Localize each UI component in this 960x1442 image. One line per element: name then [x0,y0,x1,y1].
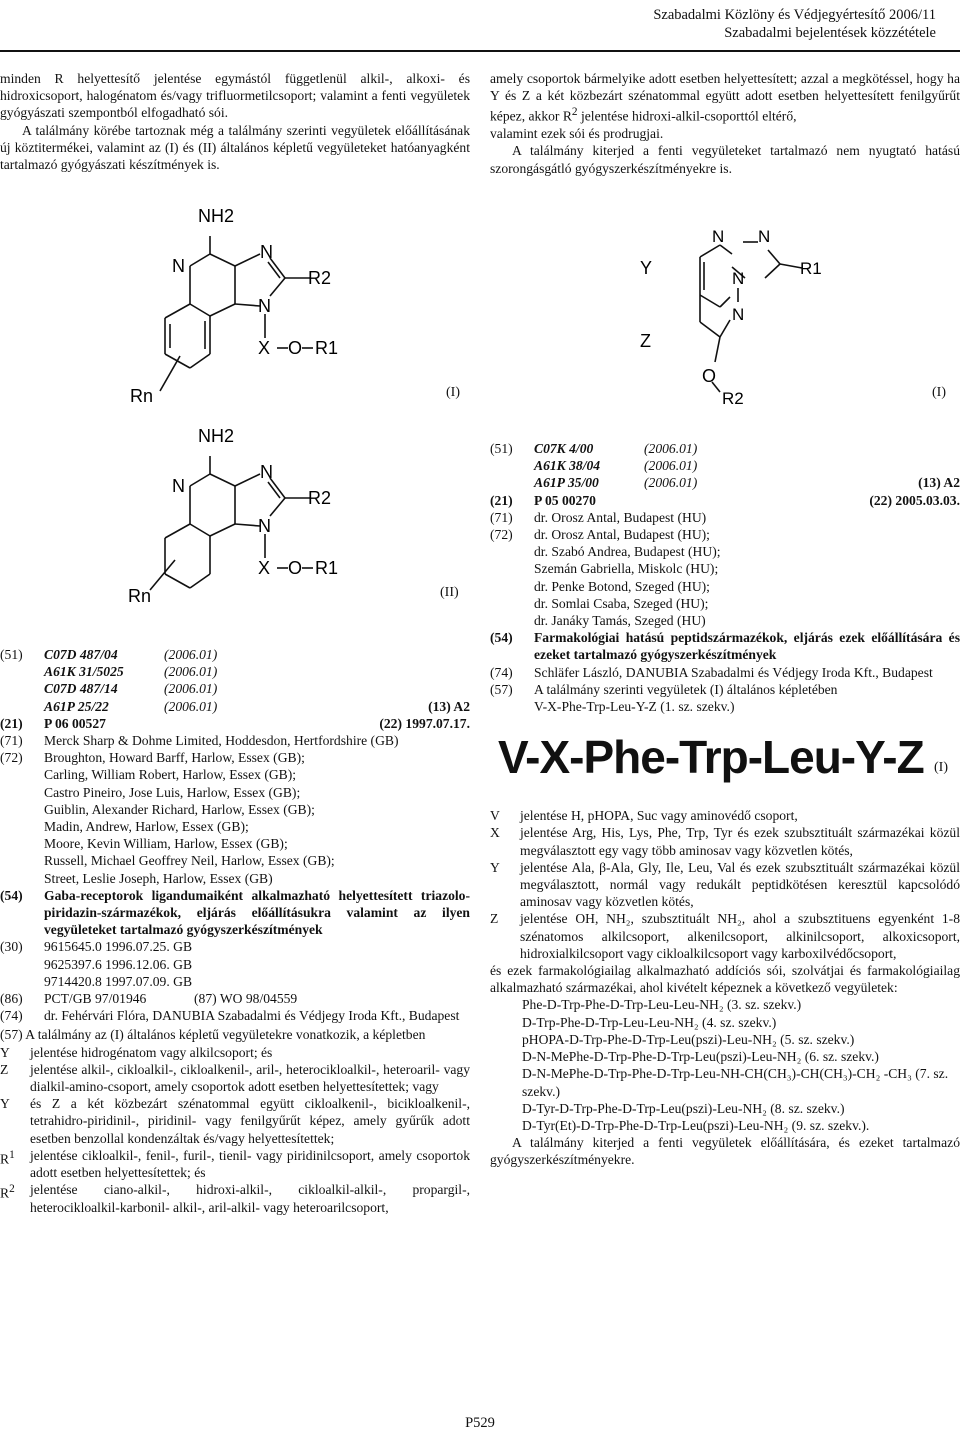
r1-label: R1 [315,558,339,578]
inventors-field [490,526,960,629]
inventor: Castro Pineiro, Jose Luis, Harlow, Essex (GB); [44,784,301,800]
definition-symbol: Z [490,911,499,927]
inventor: Szemán Gabriella, Miskolc (HU); [534,561,719,577]
r2-label: R2 [308,268,332,288]
definition-text: jelentése ciano-alkil-, hidroxi-alkil-, cikloalkil-alkil-, propargil-, heterocikloalkil-karbonil- alkil-, aril-alkil- vagy heteroarilcsoport, [30,1182,470,1215]
filing-date: 1997.07.17. [405,715,470,731]
abstract-intro: A találmány szerinti vegyületek (I) általános képletében [534,681,838,697]
field-code: (74) [0,1008,23,1024]
ipc-class: C07D 487/04 [44,647,118,662]
ring-n-label: N [258,516,271,536]
formula-label-I-left: (I) [446,385,460,400]
ring-n-label: N [260,242,273,262]
ipc-version: (2006.01) [164,647,218,662]
rn-label: Rn [130,386,154,406]
field-code: (72) [490,527,513,543]
nh2-label: NH2 [198,206,235,226]
structure-formula-I-right [620,212,860,412]
application-number: P 06 00527 [44,715,106,731]
field-code: (87) [194,991,217,1007]
header-rule [0,50,960,52]
definition-symbol: Z [0,1061,9,1077]
y-label: Y [640,258,653,278]
title-field [0,887,470,939]
inventor: Carling, William Robert, Harlow, Essex (GB); [44,767,297,783]
inventors-field [0,749,470,887]
definition-symbol: V [490,808,500,824]
exception-intro: és ezek farmakológiailag alkalmazható addíciós sói, szolvátjai és farmakológiailag alkalmazható származékai, ahol kivételt képeznek a következő vegyületek: [490,963,960,996]
exception-compound: pHOPA-D-Trp-Phe-D-Trp-Leu(pszi)-Leu-NH₂ (5. sz. szekv.) [522,1031,855,1047]
o-label: O [288,338,303,358]
exception-compound: Phe-D-Trp-Phe-D-Trp-Leu-Leu-NH₂ (3. sz. szekv.) [522,997,802,1013]
inventor: Street, Leslie Joseph, Harlow, Essex (GB) [44,870,273,886]
closing-paragraph: A találmány kiterjed a fenti vegyületek előállítására, és ezeket tartalmazó gyógyszerkészítményekre. [490,1135,960,1168]
ipc-version: (2006.01) [164,681,218,697]
ring-n-label: N [172,256,185,276]
agent-field [0,1007,470,1024]
definition-text: és Z a két közbezárt szénatommal együtt cikloalkenil-, bicikloalkenil-, tetrahidro-piridinil-, piridinil- vagy fenilgyűrűt képez, amely gyűrűk adott esetben benzollal kondenzáltak és/vagy helyettesítettek; [30,1096,470,1146]
definition-text: jelentése H, pHOPA, Suc vagy aminovédő csoport, [520,808,798,824]
applicant: Merck Sharp & Dohme Limited, Hoddesdon, Hertfordshire (GB) [44,733,399,749]
running-header [653,6,936,42]
field-code: (21) [490,492,513,508]
o-label: O [702,366,717,386]
filing-date: 2005.03.03. [895,492,960,508]
text-run: jelentése hidroxi-alkil-csoporttól eltérő, [577,108,797,124]
definition-symbol: Y [490,859,500,875]
agent: dr. Fehérvári Flóra, DANUBIA Szabadalmi és Védjegy Iroda Kft., Budapest [44,1008,460,1024]
inventor: dr. Somlai Csaba, Szeged (HU); [534,595,709,611]
intro-paragraph-2: A találmány körébe tartoznak még a találmány szerinti vegyületek előállításának új köztitermékei, valamint az (I) és (II) általános képletű vegyületeket hatóanyagként tartalmazó gyógyászati készítmények is. [0,122,470,173]
big-formula-block [490,715,960,807]
ipc-version: (2006.01) [644,441,698,456]
wo-number: WO 98/04559 [219,991,298,1007]
symbol-letter: R [0,1185,10,1201]
right-paragraph-2: A találmány kiterjed a fenti vegyületeket tartalmazó nem nyugtató hatású szorongásgátló gyógyszerkészítményekre is. [490,143,960,176]
pct-number: PCT/GB 97/01946 [44,991,147,1007]
applicant-field [490,509,960,526]
ipc-class: C07D 487/14 [44,681,118,697]
ipc-class: C07K 4/00 [534,441,594,456]
ring-n-label: N [260,462,273,482]
inventor: Russell, Michael Geoffrey Neil, Harlow, Essex (GB); [44,853,335,869]
definition-symbol [0,1147,30,1181]
definition-symbol [0,1181,30,1215]
structure-formula-I-left [120,196,380,416]
formula-line: V-X-Phe-Trp-Leu-Y-Z (1. sz. szekv.) [534,699,735,715]
ipc-version: (2006.01) [164,698,218,714]
text-run: amely csoportok bármelyike adott esetben helyettesített; azzal a megkötéssel, hogy ha Y és Z a két közbezárt szénatommal együtt adott esetben helyettesített fenilgyűrűt képez, akkor R [490,71,960,124]
application-number: P 05 00270 [534,492,596,508]
left-intro-text [0,70,470,173]
field-code: (54) [0,887,23,903]
rn-label: Rn [128,586,152,606]
patent-title: Gaba-receptorok ligandumaiként alkalmazható helyettesített triazolo-piridazin-származékok, eljárás előállításukra valamint az ilyen vegyületeket tartalmazó gyógyszerkészítmények [44,887,470,938]
definition-text: jelentése cikloalkil-, fenil-, furil-, tienil- vagy piridinilcsoport, amely csoportok adott esetben helyettesítettek; és [30,1147,470,1181]
inventor: dr. Janáky Tamás, Szeged (HU) [534,613,706,629]
inventor: dr. Penke Botond, Szeged (HU); [534,578,710,594]
exception-compound: D-Tyr(Et)-D-Trp-Phe-D-Trp-Leu(pszi)-Leu-NH₂ (9. sz. szekv.). [522,1117,870,1133]
big-formula: V-X-Phe-Trp-Leu-Y-Z [498,731,924,784]
ipc-version: (2006.01) [644,458,698,474]
definition-text: jelentése hidrogénatom vagy alkilcsoport; és [30,1044,273,1060]
field-code: (30) [0,939,23,955]
pct-field [0,990,470,1007]
field-code: (51) [490,441,513,456]
agent-field [490,664,960,681]
nh2-label: NH2 [198,426,235,446]
definition-row [0,1181,470,1215]
field-code: (71) [0,733,23,749]
definition-text: jelentése Arg, His, Lys, Phe, Trp, Tyr és ezek szubsztituált származékai közül megválasztott egy vagy több aminosav vagy közvetlen kötés, [520,825,960,858]
formula-label-II: (II) [440,585,459,600]
page-number: P529 [465,1415,495,1431]
field-code: (21) [0,715,23,731]
patent-entry-2 [490,440,960,1169]
field-code: (22) [379,715,403,731]
ipc-class: A61K 31/5025 [44,664,124,680]
exception-compound: D-N-MePhe-D-Trp-Phe-D-Trp-Leu-NH-CH(CH₃)-CH(CH₃)-CH₂ -CH₃ (7. sz. szekv.) [522,1066,949,1099]
definition-row [0,1044,470,1061]
ipc-version: (2006.01) [644,475,698,491]
r2-label: R2 [722,389,744,408]
r2-label: R2 [308,488,332,508]
exception-compound: D-Trp-Phe-D-Trp-Leu-Leu-NH₂ (4. sz. szekv.) [522,1014,777,1030]
ring-n-label: N [758,227,771,246]
definition-row [490,807,960,824]
field-code: (74) [490,664,513,680]
symbol-sup: 2 [9,1183,15,1196]
definition-text: jelentése Ala, β-Ala, Gly, Ile, Leu, Val és ezek szubsztituált származékai közül megválasztott, normál vagy redukált peptidkötésen keresztül kapcsolódó aminosav vagy közvetlen kötés, [520,859,960,910]
definition-symbol: Y [0,1096,10,1112]
definition-row [0,1095,470,1147]
field-code: (71) [490,509,513,525]
abstract-field [490,681,960,715]
priority: 9615645.0 1996.07.25. GB [44,939,193,955]
priority: 9714420.8 1997.07.09. GB [44,973,193,989]
r1-label: R1 [315,338,339,358]
structure-formula-II [120,420,380,620]
kind-code: (13) A2 [428,698,470,714]
patent-entry-1 [0,646,470,1216]
ipc-field [0,646,470,715]
z-label: Z [640,331,651,351]
formula-label: (I) [934,760,948,776]
application-field [490,492,960,509]
definition-symbol: Y [0,1044,10,1060]
ring-n-label: N [732,269,745,288]
r1-label: R1 [800,259,822,278]
inventor: dr. Szabó Andrea, Budapest (HU); [534,544,721,560]
priority: 9625397.6 1996.12.06. GB [44,956,193,972]
field-code: (86) [0,991,23,1007]
exception-compound: D-Tyr-D-Trp-Phe-D-Trp-Leu(pszi)-Leu-NH₂ (8. sz. szekv.) [522,1100,845,1116]
exception-compound: D-N-MePhe-D-Trp-Phe-D-Trp-Leu(pszi)-Leu-NH₂ (6. sz. szekv.) [522,1049,879,1065]
priority-field [0,938,470,990]
ring-n-label: N [258,296,271,316]
field-code: (57) [490,681,513,697]
right-intro-text [490,70,960,177]
x-label: X [258,558,271,578]
x-label: X [258,338,271,358]
ipc-field [490,440,960,492]
ipc-class: A61P 35/00 [534,475,599,491]
exception-list [522,996,960,1134]
inventor: Broughton, Howard Barff, Harlow, Essex (GB); [44,750,305,766]
ring-n-label: N [172,476,185,496]
inventor: dr. Orosz Antal, Budapest (HU); [534,527,710,543]
field-code: (22) [869,492,893,508]
definition-row [490,859,960,911]
patent-title: Farmakológiai hatású peptidszármazékok, eljárás ezek előállítására és ezeket tartalmazó gyógyszerkészítmények [534,630,960,663]
superscript: 2 [571,106,578,119]
formula-label-I-right: (I) [932,385,946,400]
application-field [0,715,470,732]
agent: Schläfer László, DANUBIA Szabadalmi és Védjegy Iroda Kft., Budapest [534,664,933,680]
symbol-letter: R [0,1151,10,1167]
right-paragraph-1 [490,70,960,125]
applicant-field [0,732,470,749]
ipc-version: (2006.01) [164,664,218,680]
kind-code: (13) A2 [918,475,960,491]
definition-row [0,1061,470,1095]
definition-text: jelentése alkil-, cikloalkil-, cikloalkenil-, aril-, heterocikloalkil-, heteroaril- vagy dialkil-amino-csoport, amely csoportok adott esetben helyettesítettek; vagy [30,1061,470,1095]
title-field [490,629,960,663]
intro-paragraph-1: minden R helyettesítő jelentése egymástól függetlenül alkil-, alkoxi- és hidroxicsoport, halogénatom és/vagy trifluormetilcsoport; valamint a fenti vegyületek gyógyászati szempontból elfogadható sói. [0,71,470,121]
field-code: (54) [490,630,513,646]
ipc-class: A61P 25/22 [44,698,109,714]
right-paragraph-1-end: valamint ezek sói és prodrugjai. [490,126,664,142]
ipc-class: A61K 38/04 [534,458,601,474]
definition-row [490,910,960,962]
definition-row [0,1147,470,1181]
ring-n-label: N [732,305,745,324]
definition-text: jelentése OH, NH₂, szubsztituált NH₂, ahol a szubsztituens egyenként 1-8 szénatomos alkilcsoport, alkenilcsoport, alkinilcsoport, alkoxicsoport, hidroxialkilcsoport vagy cikloalkilcsoport vagy karboxilvédőcsoport, [520,911,960,961]
inventor: Guiblin, Alexander Richard, Harlow, Essex (GB); [44,801,315,817]
inventor: Moore, Kevin William, Harlow, Essex (GB); [44,836,288,852]
definition-row [490,824,960,858]
o-label: O [288,558,303,578]
definition-symbol: X [490,825,500,841]
journal-title: Szabadalmi Közlöny és Védjegyértesítő 2006/11 [653,7,936,23]
field-code: (72) [0,750,23,766]
abstract-intro: (57) A találmány az (I) általános képletű vegyületekre vonatkozik, a képletben [0,1027,426,1043]
ring-n-label: N [712,227,725,246]
applicant: dr. Orosz Antal, Budapest (HU) [534,509,707,525]
section-title: Szabadalmi bejelentések közzététele [724,25,936,41]
inventor: Madin, Andrew, Harlow, Essex (GB); [44,819,249,835]
symbol-sup: 1 [9,1148,15,1161]
field-code: (51) [0,647,23,662]
